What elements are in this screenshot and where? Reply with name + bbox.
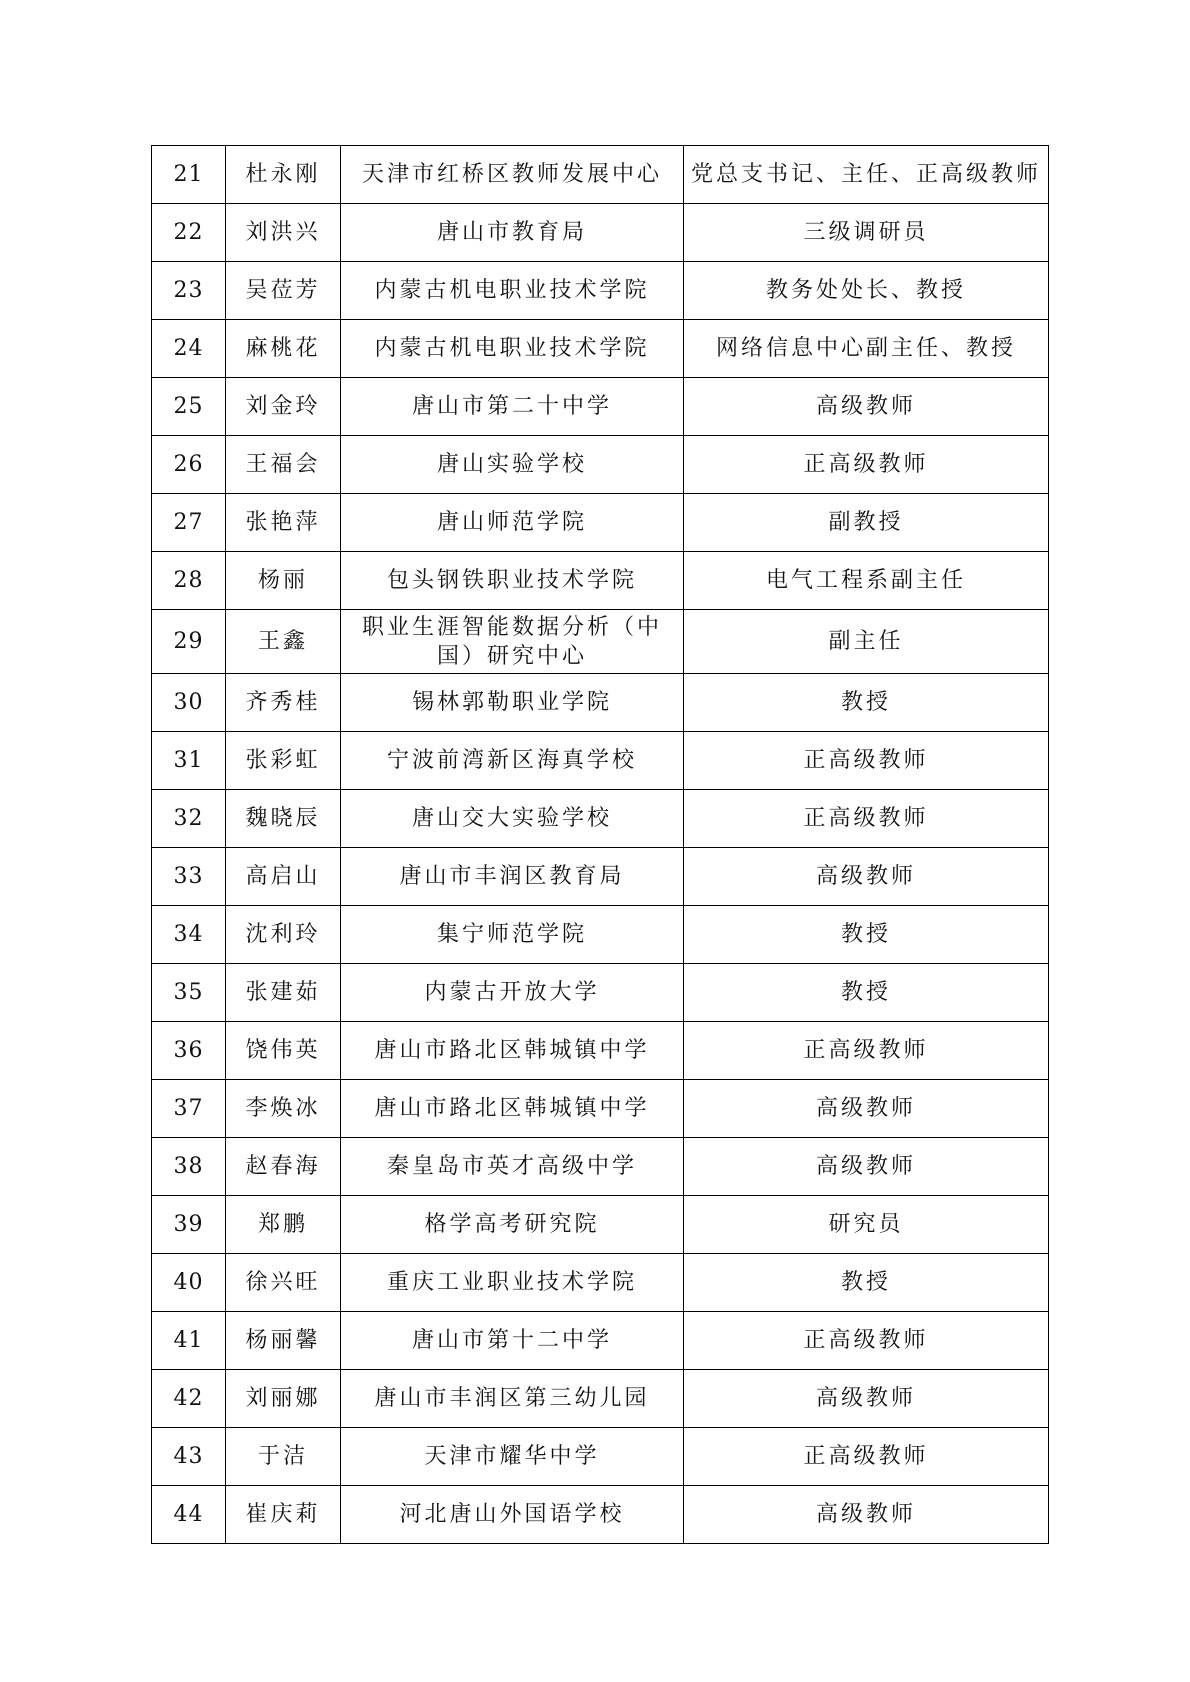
person-name: 杨丽 <box>226 552 341 610</box>
person-name: 麻桃花 <box>226 320 341 378</box>
organization: 天津市红桥区教师发展中心 <box>341 146 684 204</box>
organization: 天津市耀华中学 <box>341 1428 684 1486</box>
organization: 唐山市第二十中学 <box>341 378 684 436</box>
person-name: 刘金玲 <box>226 378 341 436</box>
table-row <box>152 1254 1049 1312</box>
table-row <box>152 790 1049 848</box>
table-row <box>152 1486 1049 1544</box>
job-title: 教授 <box>684 1254 1049 1312</box>
person-name: 吴莅芳 <box>226 262 341 320</box>
person-name: 张彩虹 <box>226 732 341 790</box>
row-number: 35 <box>152 964 226 1022</box>
organization: 格学高考研究院 <box>341 1196 684 1254</box>
row-number: 22 <box>152 204 226 262</box>
job-title: 高级教师 <box>684 1370 1049 1428</box>
row-number: 25 <box>152 378 226 436</box>
table-row <box>152 848 1049 906</box>
person-name: 饶伟英 <box>226 1022 341 1080</box>
person-name: 齐秀桂 <box>226 674 341 732</box>
organization: 重庆工业职业技术学院 <box>341 1254 684 1312</box>
organization: 内蒙古机电职业技术学院 <box>341 320 684 378</box>
person-name: 沈利玲 <box>226 906 341 964</box>
person-name: 王福会 <box>226 436 341 494</box>
organization: 唐山市教育局 <box>341 204 684 262</box>
job-title: 正高级教师 <box>684 732 1049 790</box>
job-title: 研究员 <box>684 1196 1049 1254</box>
roster-table <box>151 145 1049 1544</box>
job-title: 高级教师 <box>684 848 1049 906</box>
person-name: 赵春海 <box>226 1138 341 1196</box>
table-row <box>152 1196 1049 1254</box>
table-row <box>152 320 1049 378</box>
job-title: 副主任 <box>684 610 1049 674</box>
job-title: 正高级教师 <box>684 1428 1049 1486</box>
table-row <box>152 378 1049 436</box>
job-title: 正高级教师 <box>684 1022 1049 1080</box>
job-title: 高级教师 <box>684 1486 1049 1544</box>
person-name: 郑鹏 <box>226 1196 341 1254</box>
table-row <box>152 436 1049 494</box>
row-number: 36 <box>152 1022 226 1080</box>
roster-body <box>152 146 1049 1544</box>
job-title: 三级调研员 <box>684 204 1049 262</box>
person-name: 张建茹 <box>226 964 341 1022</box>
table-row <box>152 1428 1049 1486</box>
table-row <box>152 610 1049 674</box>
person-name: 徐兴旺 <box>226 1254 341 1312</box>
organization: 唐山市第十二中学 <box>341 1312 684 1370</box>
row-number: 31 <box>152 732 226 790</box>
row-number: 44 <box>152 1486 226 1544</box>
row-number: 37 <box>152 1080 226 1138</box>
table-row <box>152 1370 1049 1428</box>
job-title: 网络信息中心副主任、教授 <box>684 320 1049 378</box>
table-row <box>152 1312 1049 1370</box>
organization: 职业生涯智能数据分析（中国）研究中心 <box>341 610 684 674</box>
table-row <box>152 262 1049 320</box>
job-title: 正高级教师 <box>684 1312 1049 1370</box>
job-title: 正高级教师 <box>684 790 1049 848</box>
row-number: 27 <box>152 494 226 552</box>
row-number: 32 <box>152 790 226 848</box>
row-number: 42 <box>152 1370 226 1428</box>
job-title: 教授 <box>684 674 1049 732</box>
job-title: 教授 <box>684 964 1049 1022</box>
row-number: 29 <box>152 610 226 674</box>
organization: 内蒙古机电职业技术学院 <box>341 262 684 320</box>
row-number: 38 <box>152 1138 226 1196</box>
person-name: 张艳萍 <box>226 494 341 552</box>
person-name: 高启山 <box>226 848 341 906</box>
table-row <box>152 1022 1049 1080</box>
row-number: 30 <box>152 674 226 732</box>
table-row <box>152 1080 1049 1138</box>
person-name: 刘丽娜 <box>226 1370 341 1428</box>
organization: 内蒙古开放大学 <box>341 964 684 1022</box>
row-number: 43 <box>152 1428 226 1486</box>
job-title: 正高级教师 <box>684 436 1049 494</box>
row-number: 34 <box>152 906 226 964</box>
person-name: 李焕冰 <box>226 1080 341 1138</box>
person-name: 魏晓辰 <box>226 790 341 848</box>
organization: 河北唐山外国语学校 <box>341 1486 684 1544</box>
table-row <box>152 674 1049 732</box>
row-number: 40 <box>152 1254 226 1312</box>
person-name: 杜永刚 <box>226 146 341 204</box>
organization: 唐山市路北区韩城镇中学 <box>341 1080 684 1138</box>
row-number: 24 <box>152 320 226 378</box>
organization: 唐山市丰润区第三幼儿园 <box>341 1370 684 1428</box>
row-number: 23 <box>152 262 226 320</box>
row-number: 26 <box>152 436 226 494</box>
job-title: 党总支书记、主任、正高级教师 <box>684 146 1049 204</box>
organization: 秦皇岛市英才高级中学 <box>341 1138 684 1196</box>
job-title: 副教授 <box>684 494 1049 552</box>
table-row <box>152 494 1049 552</box>
organization: 唐山市路北区韩城镇中学 <box>341 1022 684 1080</box>
job-title: 高级教师 <box>684 378 1049 436</box>
job-title: 高级教师 <box>684 1138 1049 1196</box>
table-row <box>152 146 1049 204</box>
job-title: 电气工程系副主任 <box>684 552 1049 610</box>
table-row <box>152 732 1049 790</box>
row-number: 28 <box>152 552 226 610</box>
organization: 唐山交大实验学校 <box>341 790 684 848</box>
row-number: 39 <box>152 1196 226 1254</box>
table-row <box>152 552 1049 610</box>
person-name: 王鑫 <box>226 610 341 674</box>
organization: 锡林郭勒职业学院 <box>341 674 684 732</box>
table-row <box>152 204 1049 262</box>
organization: 唐山师范学院 <box>341 494 684 552</box>
row-number: 33 <box>152 848 226 906</box>
row-number: 21 <box>152 146 226 204</box>
organization: 包头钢铁职业技术学院 <box>341 552 684 610</box>
table-row <box>152 906 1049 964</box>
organization: 唐山实验学校 <box>341 436 684 494</box>
organization: 唐山市丰润区教育局 <box>341 848 684 906</box>
person-name: 崔庆莉 <box>226 1486 341 1544</box>
person-name: 于洁 <box>226 1428 341 1486</box>
row-number: 41 <box>152 1312 226 1370</box>
table-row <box>152 964 1049 1022</box>
organization: 宁波前湾新区海真学校 <box>341 732 684 790</box>
job-title: 教授 <box>684 906 1049 964</box>
organization: 集宁师范学院 <box>341 906 684 964</box>
job-title: 高级教师 <box>684 1080 1049 1138</box>
person-name: 杨丽馨 <box>226 1312 341 1370</box>
table-row <box>152 1138 1049 1196</box>
job-title: 教务处处长、教授 <box>684 262 1049 320</box>
person-name: 刘洪兴 <box>226 204 341 262</box>
